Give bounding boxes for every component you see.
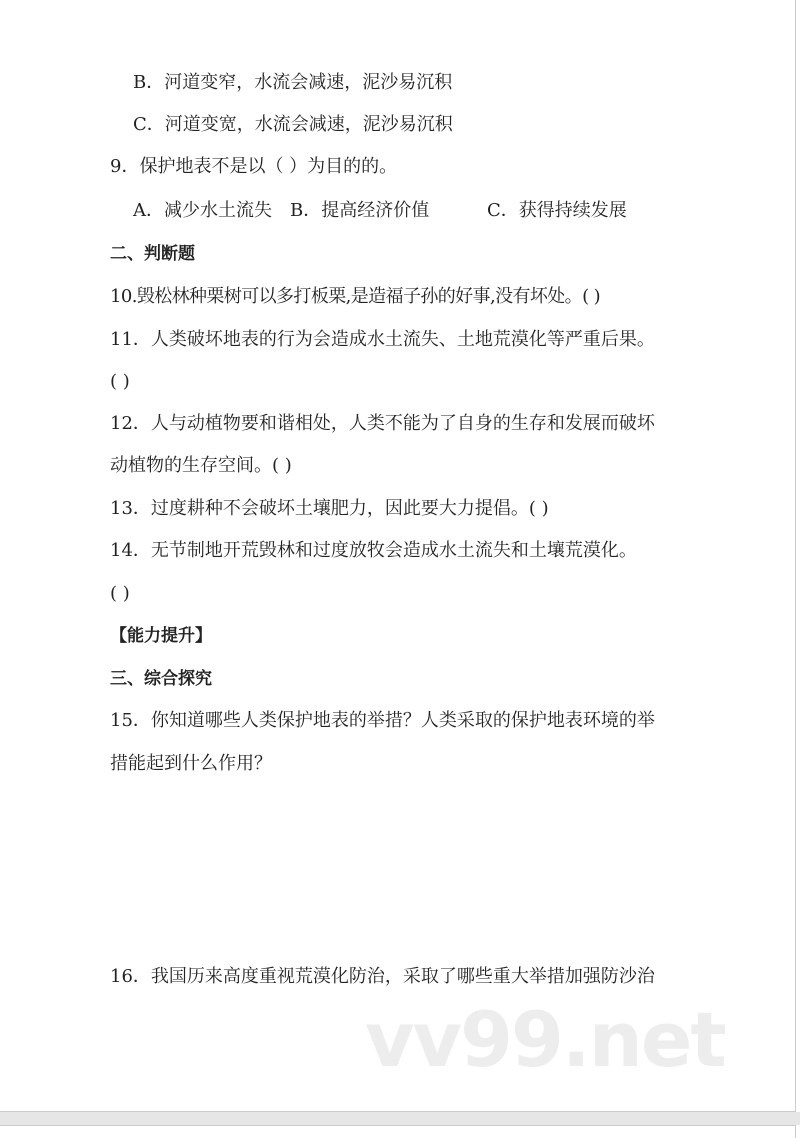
- next-page: [0, 1125, 796, 1138]
- answer-blank-11: ( ): [110, 371, 130, 392]
- question-12-cont: 动植物的生存空间。( ): [110, 455, 292, 476]
- option-9c: C．获得持续发展: [487, 200, 627, 221]
- section-heading-3: 三、综合探究: [110, 669, 212, 689]
- question-11: 11．人类破坏地表的行为会造成水土流失、土地荒漠化等严重后果。: [110, 329, 655, 350]
- option-8b: B．河道变窄，水流会减速，泥沙易沉积: [133, 72, 453, 93]
- question-16: 16．我国历来高度重视荒漠化防治，采取了哪些重大举措加强防沙治: [110, 966, 655, 987]
- option-9a: A．减少水土流失: [133, 200, 272, 221]
- watermark: vv99.net: [365, 995, 725, 1084]
- ability-heading: 【能力提升】: [110, 626, 212, 646]
- answer-blank-14: ( ): [110, 583, 130, 604]
- option-9b: B．提高经济价值: [290, 200, 430, 221]
- section-heading-2: 二、判断题: [110, 244, 195, 264]
- question-10: 10.毁松林种栗树可以多打板栗,是造福子孙的好事,没有坏处。( ): [110, 286, 601, 307]
- option-8c: C．河道变宽，水流会减速，泥沙易沉积: [133, 114, 453, 135]
- page-gap: [0, 1112, 800, 1125]
- question-15: 15．你知道哪些人类保护地表的举措？人类采取的保护地表环境的举: [110, 710, 655, 731]
- question-14: 14．无节制地开荒毁林和过度放牧会造成水土流失和土壤荒漠化。: [110, 540, 637, 561]
- question-15-cont: 措能起到什么作用？: [110, 753, 272, 774]
- question-13: 13．过度耕种不会破坏土壤肥力，因此要大力提倡。( ): [110, 498, 549, 519]
- question-12: 12．人与动植物要和谐相处，人类不能为了自身的生存和发展而破坏: [110, 413, 655, 434]
- question-9: 9．保护地表不是以（ ）为目的的。: [110, 156, 398, 177]
